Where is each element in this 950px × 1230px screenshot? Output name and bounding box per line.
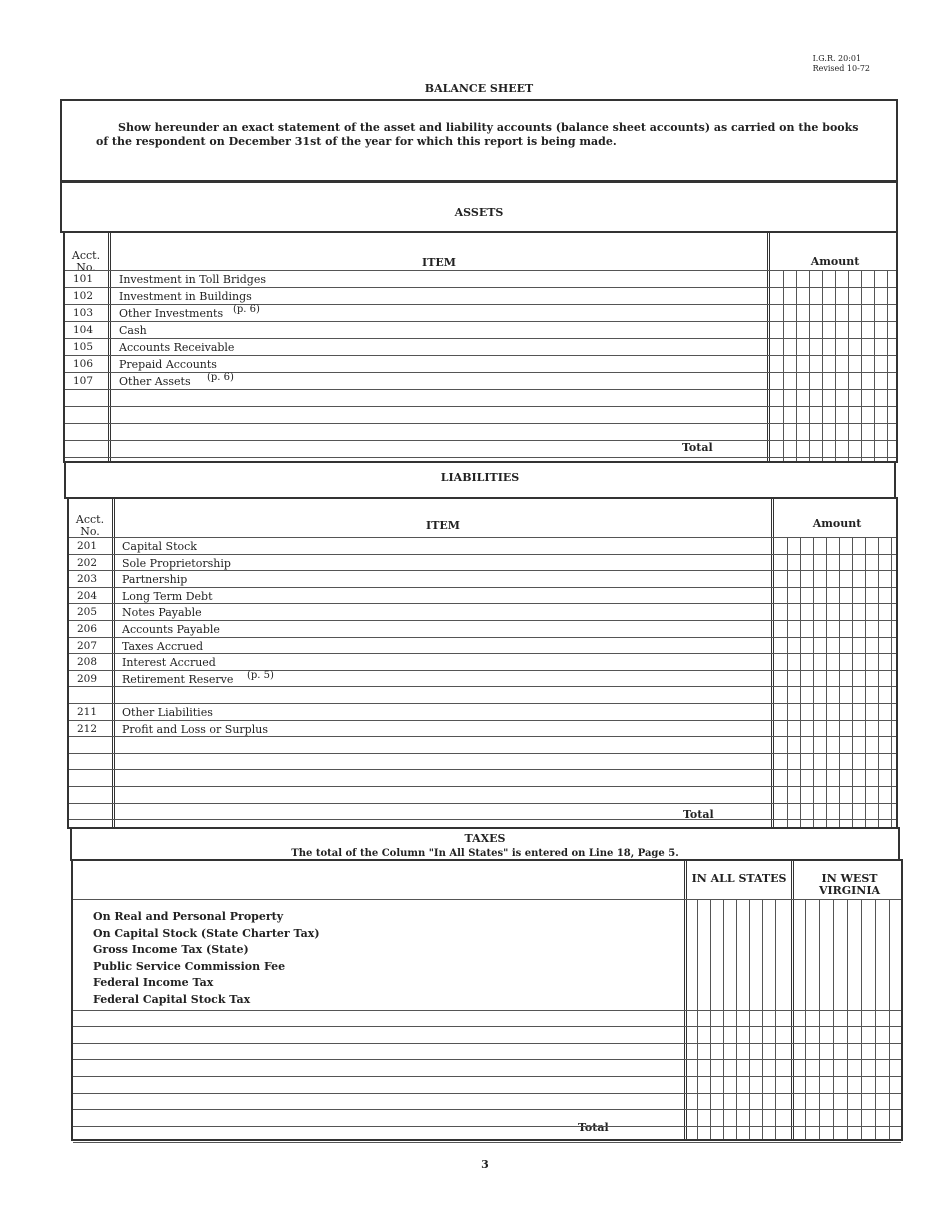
tax-item: Gross Income Tax (State) xyxy=(93,943,249,957)
table-row xyxy=(69,623,896,640)
item-label: Capital Stock xyxy=(122,540,197,553)
acct-number: 212 xyxy=(77,722,98,735)
liabilities-col-acct: Acct. No. xyxy=(75,513,105,538)
taxes-note: The total of the Column "In All States" is entered on Line 18, Page 5. xyxy=(291,848,679,859)
taxes-total-label: Total xyxy=(578,1121,609,1134)
intro-box xyxy=(60,99,898,182)
item-label: Long Term Debt xyxy=(122,589,213,603)
table-row xyxy=(65,273,896,290)
taxes-table xyxy=(71,859,903,1141)
item-label: Cash xyxy=(119,324,147,337)
table-row xyxy=(65,358,896,375)
table-row xyxy=(69,590,896,607)
table-row xyxy=(69,640,896,657)
acct-number: 209 xyxy=(77,672,98,685)
liabilities-col-amount: Amount xyxy=(812,517,862,530)
table-row xyxy=(69,557,896,574)
acct-number: 102 xyxy=(73,290,94,302)
liabilities-total-label: Total xyxy=(683,808,714,821)
liabilities-table xyxy=(67,497,898,829)
table-row xyxy=(69,656,896,673)
page-ref: (p. 6) xyxy=(207,372,234,383)
assets-col-item: ITEM xyxy=(422,256,456,269)
item-label: Retirement Reserve xyxy=(122,672,234,686)
tax-item: On Capital Stock (State Charter Tax) xyxy=(93,926,320,940)
form-code: I.G.R. 20:01 xyxy=(812,54,862,63)
item-label: Prepaid Accounts xyxy=(119,358,217,371)
acct-number: 107 xyxy=(73,375,94,387)
page-ref: (p. 6) xyxy=(233,304,260,315)
acct-number: 105 xyxy=(73,341,94,353)
liabilities-heading-box xyxy=(64,461,896,499)
taxes-col-west-virginia: IN WEST VIRGINIA xyxy=(818,872,881,897)
table-row xyxy=(65,341,896,358)
item-label: Investment in Buildings xyxy=(119,290,252,303)
table-row xyxy=(69,723,896,740)
item-label: Other Assets xyxy=(119,375,191,388)
item-label: Accounts Payable xyxy=(122,623,220,636)
form-revised: Revised 10-72 xyxy=(812,64,870,73)
item-label: Profit and Loss or Surplus xyxy=(122,722,268,736)
page-title: BALANCE SHEET xyxy=(424,82,534,95)
assets-total-label: Total xyxy=(682,441,713,454)
table-row xyxy=(65,324,896,341)
tax-item: Federal Income Tax xyxy=(93,976,214,990)
acct-number: 101 xyxy=(73,273,94,285)
acct-number: 103 xyxy=(73,307,94,319)
acct-number: 211 xyxy=(77,706,98,718)
table-row xyxy=(69,606,896,623)
acct-number: 104 xyxy=(73,324,94,336)
item-label: Partnership xyxy=(122,573,188,587)
intro-text: Show hereunder an exact statement of the asset and liability accounts (balance sheet accounts) as carried on the books of the respondent on December 31st of the year for which this report is being made. xyxy=(96,121,859,148)
item-label: Interest Accrued xyxy=(122,656,216,670)
table-row xyxy=(69,540,896,557)
table-row xyxy=(65,372,896,392)
form-code-block xyxy=(813,54,870,74)
acct-number: 207 xyxy=(77,639,98,652)
acct-number: 201 xyxy=(77,540,98,552)
table-row xyxy=(69,669,896,690)
tax-item: Federal Capital Stock Tax xyxy=(93,993,251,1006)
acct-number: 202 xyxy=(77,556,98,569)
item-label: Sole Proprietorship xyxy=(122,556,231,570)
tax-item: Public Service Commission Fee xyxy=(93,959,286,973)
assets-heading: ASSETS xyxy=(454,206,504,219)
acct-number: 205 xyxy=(77,606,98,619)
page-ref: (p. 5) xyxy=(247,669,274,681)
acct-number: 203 xyxy=(77,573,98,586)
taxes-heading: TAXES xyxy=(464,832,506,845)
acct-number: 206 xyxy=(77,623,98,635)
assets-heading-box xyxy=(60,181,898,233)
liabilities-col-item: ITEM xyxy=(426,519,460,532)
page-number: 3 xyxy=(481,1158,489,1171)
acct-number: 106 xyxy=(73,358,94,370)
assets-col-acct: Acct. No. xyxy=(71,249,101,274)
table-row xyxy=(65,290,896,307)
table-row xyxy=(69,706,896,723)
acct-number: 204 xyxy=(77,589,98,602)
item-label: Investment in Toll Bridges xyxy=(119,273,266,286)
tax-item: On Real and Personal Property xyxy=(93,910,284,923)
table-row xyxy=(69,573,896,590)
item-label: Other Investments xyxy=(119,307,224,320)
item-label: Taxes Accrued xyxy=(122,639,204,653)
taxes-col-all-states: IN ALL STATES xyxy=(691,872,787,885)
acct-number: 208 xyxy=(77,656,98,669)
item-label: Notes Payable xyxy=(122,606,202,620)
item-label: Other Liabilities xyxy=(122,706,213,719)
assets-table xyxy=(63,231,898,463)
item-label: Accounts Receivable xyxy=(119,341,235,354)
assets-col-amount: Amount xyxy=(810,255,860,268)
taxes-heading-box xyxy=(70,827,900,861)
liabilities-heading: LIABILITIES xyxy=(440,471,520,484)
table-row xyxy=(65,304,896,324)
